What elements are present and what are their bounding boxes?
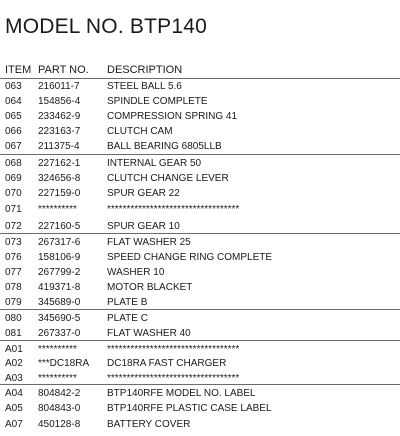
- item-cell: 080: [5, 313, 22, 324]
- item-cell: A04: [5, 388, 23, 399]
- part-no-cell: 216011-7: [38, 81, 80, 92]
- description-cell: BTP140RFE PLASTIC CASE LABEL: [107, 403, 272, 414]
- item-cell: 067: [5, 141, 22, 152]
- description-cell: BTP140RFE MODEL NO. LABEL: [107, 388, 256, 399]
- header-description: DESCRIPTION: [107, 64, 183, 76]
- description-cell: SPEED CHANGE RING COMPLETE: [107, 252, 273, 263]
- table-row: [0, 156, 400, 171]
- part-no-cell: 227159-0: [38, 188, 81, 199]
- table-row: [0, 342, 400, 357]
- row-divider: [0, 154, 400, 155]
- description-cell: COMPRESSION SPRING 41: [107, 111, 238, 122]
- item-cell: 079: [5, 297, 22, 308]
- part-no-cell: 158106-9: [38, 252, 81, 263]
- table-row: [0, 79, 400, 94]
- table-row: [0, 417, 400, 432]
- description-cell: DC18RA FAST CHARGER: [107, 358, 227, 369]
- description-cell: **********************************: [107, 373, 240, 384]
- item-cell: 081: [5, 328, 22, 339]
- table-row: [0, 202, 400, 217]
- part-no-cell: 324656-8: [38, 173, 81, 184]
- item-cell: A05: [5, 403, 23, 414]
- part-no-cell: 419371-8: [38, 282, 81, 293]
- table-row: [0, 265, 400, 280]
- description-cell: BALL BEARING 6805LLB: [107, 141, 222, 152]
- table-row: [0, 311, 400, 326]
- description-cell: INTERNAL GEAR 50: [107, 158, 202, 169]
- part-no-cell: 211375-4: [38, 141, 80, 152]
- table-row: [0, 186, 400, 201]
- part-no-cell: **********: [38, 373, 77, 384]
- description-cell: **********************************: [107, 344, 240, 355]
- table-row: [0, 109, 400, 124]
- part-no-cell: 227160-5: [38, 221, 81, 232]
- item-cell: 076: [5, 252, 22, 263]
- page-title: MODEL NO. BTP140: [5, 15, 207, 38]
- description-cell: SPINDLE COMPLETE: [107, 96, 208, 107]
- table-row: [0, 235, 400, 250]
- part-no-cell: 223163-7: [38, 126, 81, 137]
- table-row: [0, 386, 400, 401]
- part-no-cell: 233462-9: [38, 111, 81, 122]
- part-no-cell: 267799-2: [38, 267, 81, 278]
- part-no-cell: 804843-0: [38, 403, 81, 414]
- description-cell: PLATE B: [107, 297, 148, 308]
- table-row: [0, 295, 400, 310]
- description-cell: CLUTCH CHANGE LEVER: [107, 173, 229, 184]
- item-cell: 070: [5, 188, 22, 199]
- part-no-cell: 267317-6: [38, 237, 81, 248]
- description-cell: SPUR GEAR 10: [107, 221, 180, 232]
- part-no-cell: 804842-2: [38, 388, 81, 399]
- description-cell: PLATE C: [107, 313, 148, 324]
- part-no-cell: 450128-8: [38, 419, 81, 430]
- item-cell: 069: [5, 173, 22, 184]
- description-cell: **********************************: [107, 204, 240, 215]
- table-row: [0, 326, 400, 341]
- item-cell: 068: [5, 158, 22, 169]
- table-row: [0, 250, 400, 265]
- item-cell: 066: [5, 126, 22, 137]
- item-cell: A03: [5, 373, 23, 384]
- item-cell: 071: [5, 204, 22, 215]
- description-cell: BATTERY COVER: [107, 419, 191, 430]
- part-no-cell: **********: [38, 204, 77, 215]
- item-cell: 063: [5, 81, 22, 92]
- part-no-cell: 345689-0: [38, 297, 81, 308]
- item-cell: A07: [5, 419, 23, 430]
- table-row: [0, 401, 400, 416]
- item-cell: 072: [5, 221, 22, 232]
- table-row: [0, 219, 400, 234]
- part-no-cell: 227162-1: [38, 158, 81, 169]
- description-cell: FLAT WASHER 25: [107, 237, 191, 248]
- item-cell: 077: [5, 267, 22, 278]
- part-no-cell: **********: [38, 344, 77, 355]
- table-row: [0, 94, 400, 109]
- header-part-no: PART NO.: [38, 64, 89, 76]
- part-no-cell: 267337-0: [38, 328, 81, 339]
- description-cell: SPUR GEAR 22: [107, 188, 180, 199]
- description-cell: STEEL BALL 5.6: [107, 81, 182, 92]
- item-cell: 078: [5, 282, 22, 293]
- description-cell: WASHER 10: [107, 267, 165, 278]
- table-row: [0, 371, 400, 386]
- table-row: [0, 139, 400, 154]
- table-row: [0, 171, 400, 186]
- description-cell: FLAT WASHER 40: [107, 328, 191, 339]
- part-no-cell: 345690-5: [38, 313, 81, 324]
- description-cell: CLUTCH CAM: [107, 126, 173, 137]
- table-row: [0, 280, 400, 295]
- table-row: [0, 124, 400, 139]
- part-no-cell: ***DC18RA: [38, 358, 90, 369]
- item-cell: A02: [5, 358, 23, 369]
- item-cell: 064: [5, 96, 22, 107]
- item-cell: 065: [5, 111, 22, 122]
- part-no-cell: 154856-4: [38, 96, 81, 107]
- table-row: [0, 356, 400, 371]
- description-cell: MOTOR BLACKET: [107, 282, 193, 293]
- item-cell: 073: [5, 237, 22, 248]
- header-item: ITEM: [5, 64, 32, 76]
- item-cell: A01: [5, 344, 23, 355]
